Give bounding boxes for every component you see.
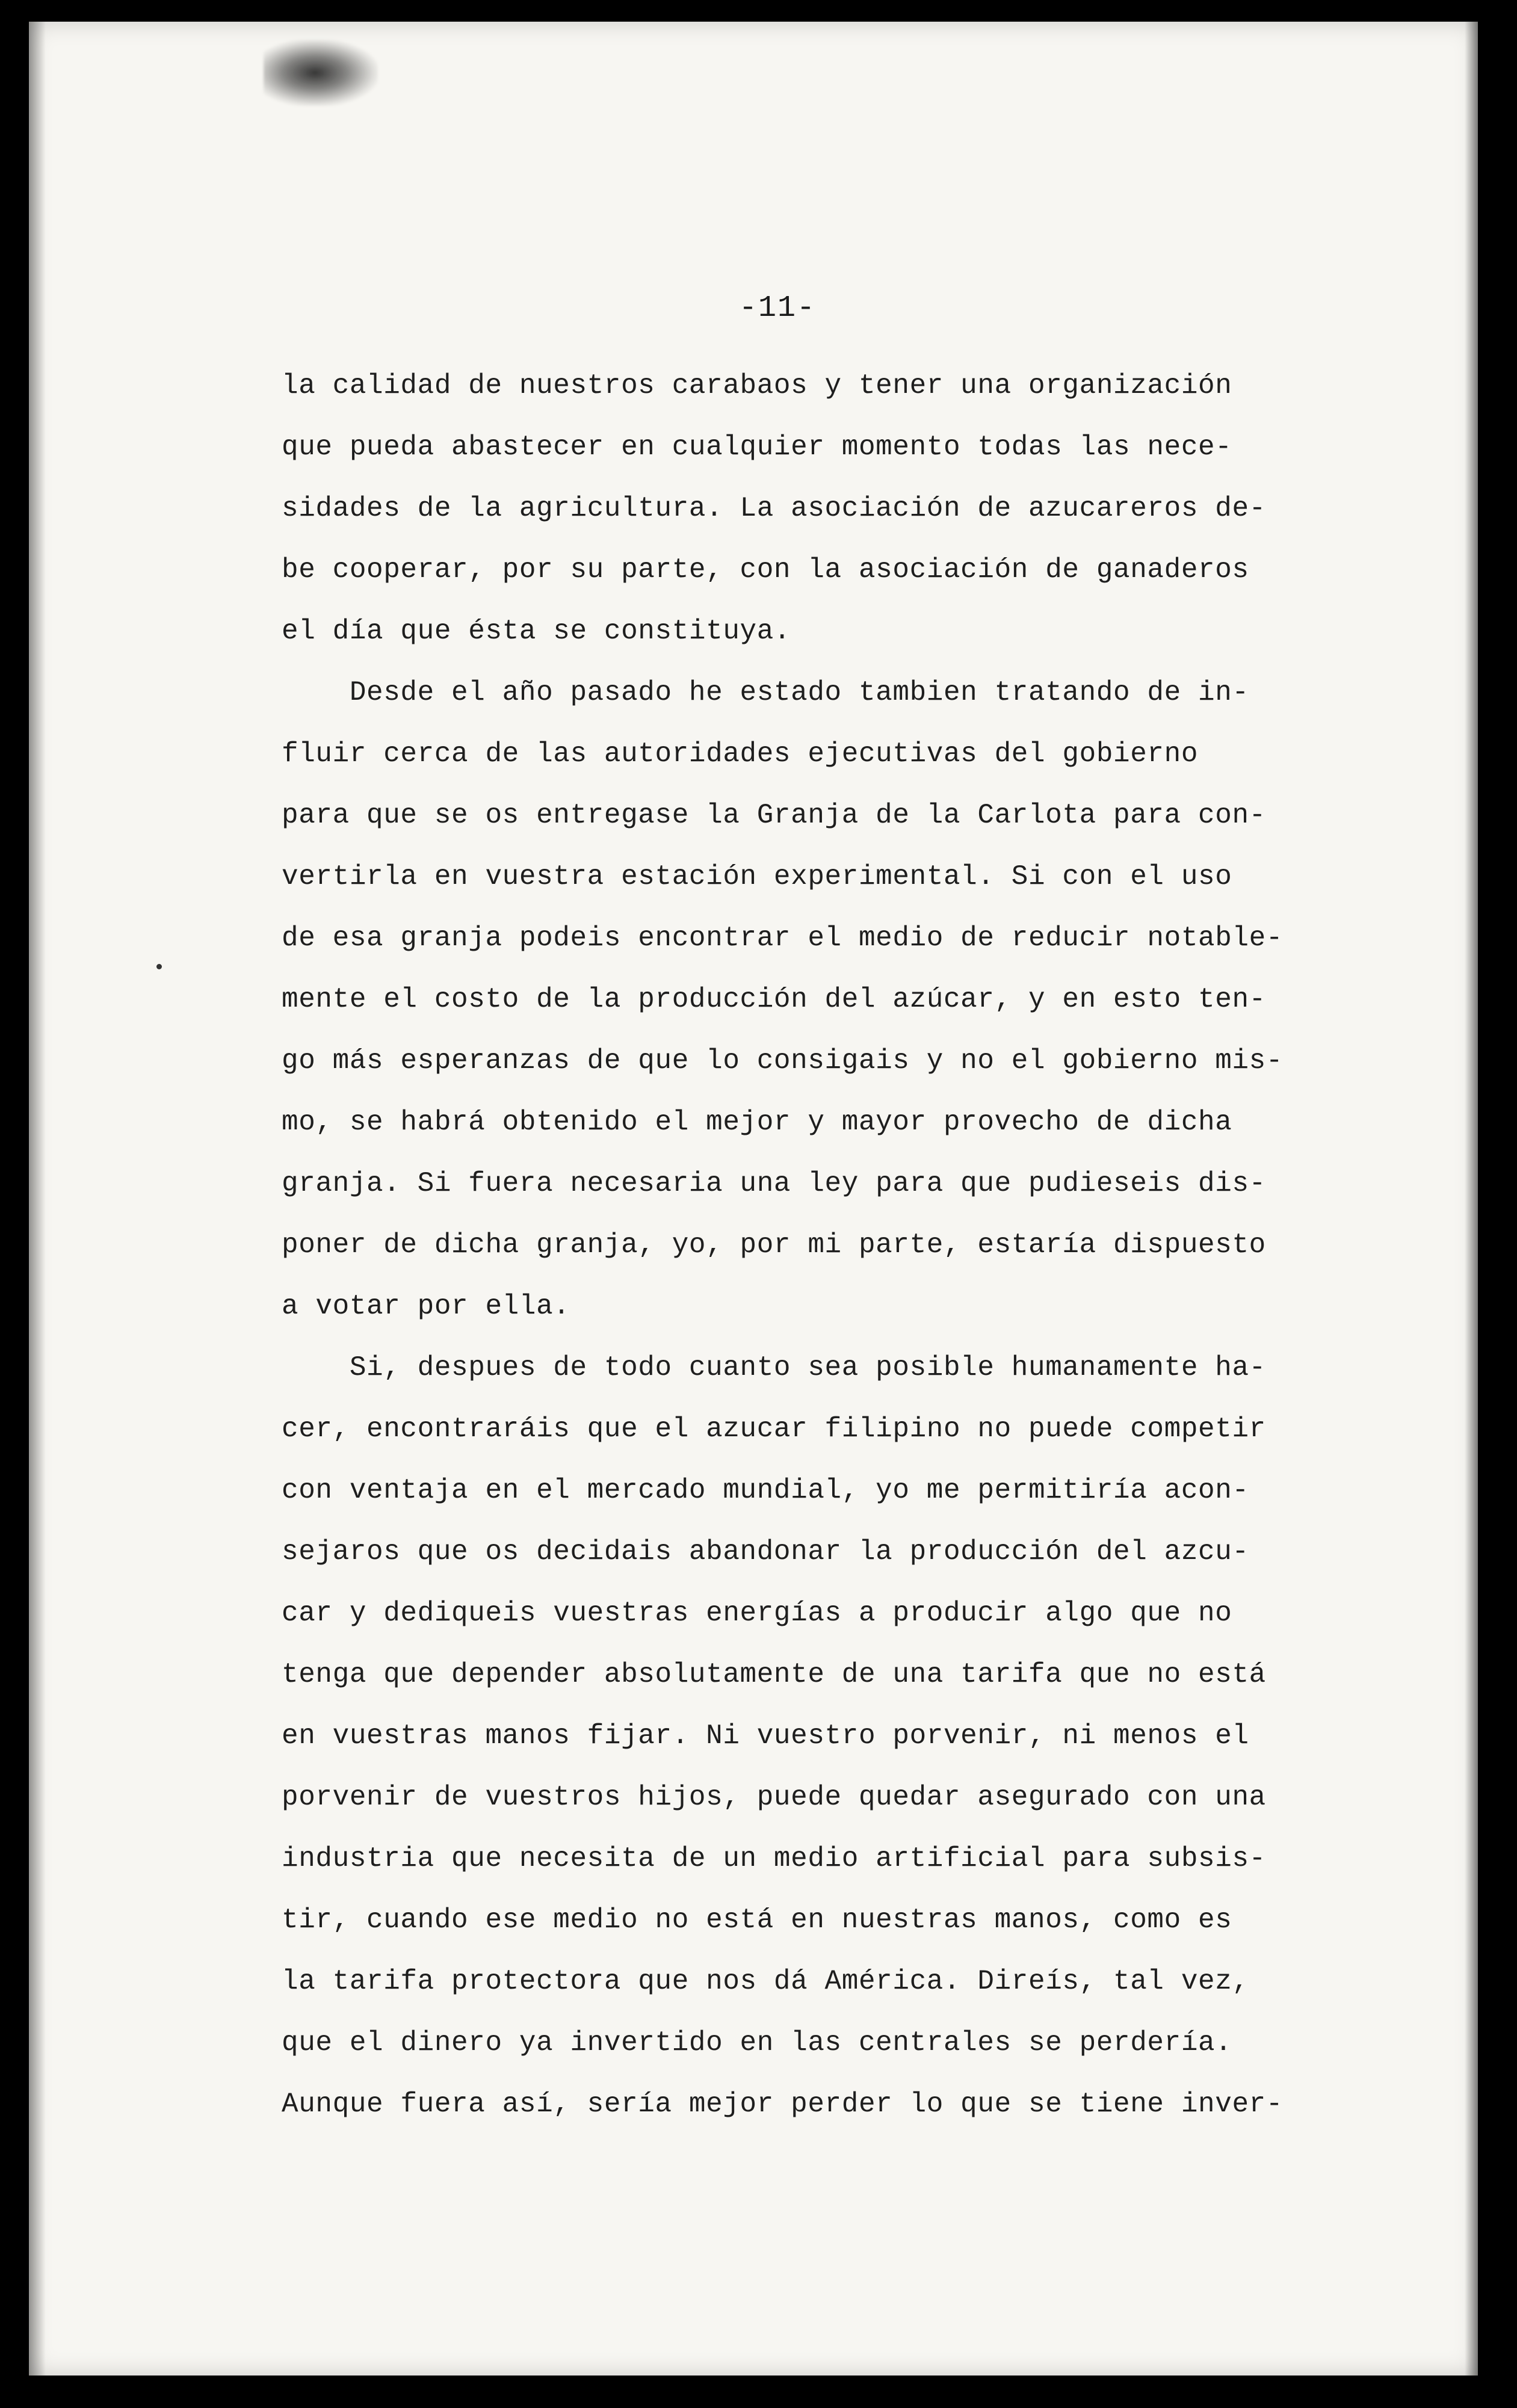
ink-smudge: [264, 40, 378, 106]
text-line: en vuestras manos fijar. Ni vuestro porvenir, ni menos el: [282, 1720, 1249, 1752]
text-line: sidades de la agricultura. La asociación de azucareros de-: [282, 493, 1266, 524]
text-line: la calidad de nuestros carabaos y tener una organización: [282, 370, 1232, 401]
text-line: tir, cuando ese medio no está en nuestras manos, como es: [282, 1904, 1232, 1936]
text-line: mo, se habrá obtenido el mejor y mayor provecho de dicha: [282, 1107, 1232, 1138]
stray-mark: [156, 964, 162, 969]
text-line: de esa granja podeis encontrar el medio de reducir notable-: [282, 922, 1284, 954]
text-line: be cooperar, por su parte, con la asociación de ganaderos: [282, 554, 1249, 585]
text-line: vertirla en vuestra estación experimental. Si con el uso: [282, 861, 1232, 892]
text-line: la tarifa protectora que nos dá América. Direís, tal vez,: [282, 1966, 1249, 1997]
page-number: -11-: [739, 291, 817, 326]
text-line: fluir cerca de las autoridades ejecutivas del gobierno: [282, 738, 1199, 770]
text-line: industria que necesita de un medio artificial para subsis-: [282, 1843, 1266, 1874]
text-line: poner de dicha granja, yo, por mi parte, estaría dispuesto: [282, 1229, 1266, 1261]
page-right-edge: [1465, 22, 1478, 2376]
text-line: para que se os entregase la Granja de la Carlota para con-: [282, 800, 1266, 831]
text-line: cer, encontraráis que el azucar filipino no puede competir: [282, 1413, 1266, 1445]
text-line: tenga que depender absolutamente de una tarifa que no está: [282, 1659, 1266, 1690]
text-line: granja. Si fuera necesaria una ley para que pudieseis dis-: [282, 1168, 1266, 1199]
text-line: que pueda abastecer en cualquier momento todas las nece-: [282, 431, 1232, 463]
text-line: car y dediqueis vuestras energías a producir algo que no: [282, 1598, 1232, 1629]
page-edge-shadow: [29, 22, 46, 2376]
text-line: que el dinero ya invertido en las centrales se perdería.: [282, 2027, 1232, 2058]
text-line: sejaros que os decidais abandonar la producción del azcu-: [282, 1536, 1249, 1567]
text-line: go más esperanzas de que lo consigais y no el gobierno mis-: [282, 1045, 1284, 1076]
text-line: con ventaja en el mercado mundial, yo me permitiría acon-: [282, 1475, 1249, 1506]
text-line: porvenir de vuestros hijos, puede quedar asegurado con una: [282, 1782, 1266, 1813]
text-line: mente el costo de la producción del azúcar, y en esto ten-: [282, 984, 1266, 1015]
text-line: el día que ésta se constituya.: [282, 616, 791, 647]
text-line: a votar por ella.: [282, 1291, 570, 1322]
text-line: Desde el año pasado he estado tambien tratando de in-: [282, 677, 1249, 708]
text-line: Si, despues de todo cuanto sea posible humanamente ha-: [282, 1352, 1266, 1383]
document-page: [29, 22, 1478, 2376]
text-line: Aunque fuera así, sería mejor perder lo que se tiene inver-: [282, 2088, 1284, 2120]
